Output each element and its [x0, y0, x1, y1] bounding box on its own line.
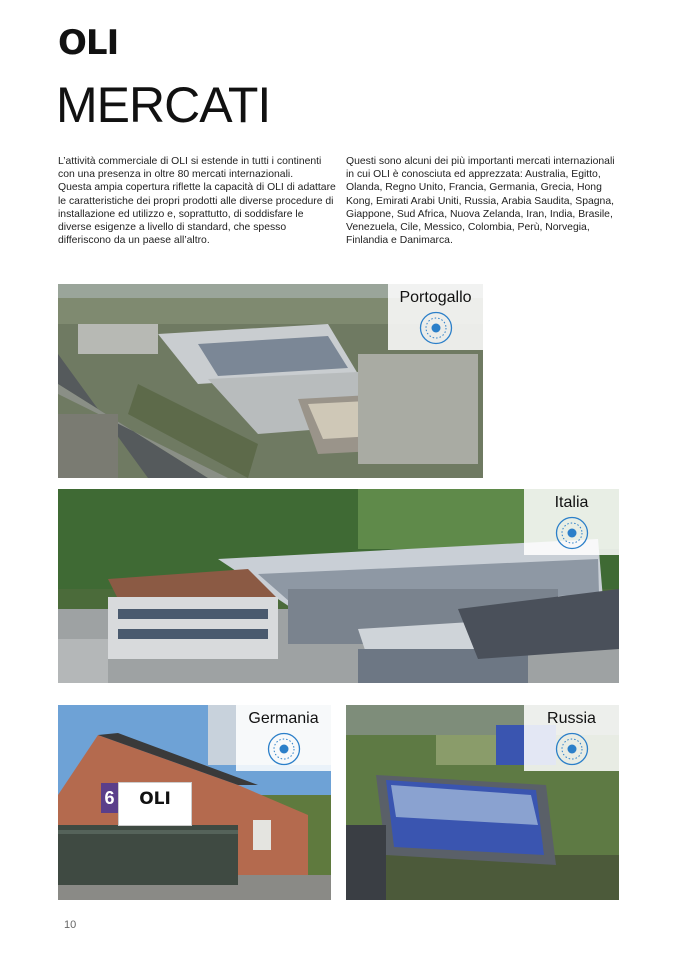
location-name: Portogallo: [399, 289, 472, 306]
page-number: 10: [64, 919, 77, 931]
intro-paragraph: Questa ampia copertura riflette la capacità di OLI di adattare le caratteristiche dei propri prodotti alle diverse procedure di installazione ed utilizzo e, soprattutto, di soddisfare le diverse esigenze a livello di standard, che spesso differiscono da un paese all’altro.: [58, 182, 336, 247]
sign-logo: OLI: [139, 789, 171, 809]
intro-paragraph: L’attività commerciale di OLI si estende in tutti i continenti con una presenza in oltre 80 mercati internazionali.: [58, 156, 322, 181]
location-label: [524, 705, 619, 771]
location-label: [388, 284, 483, 350]
photo-portogallo: [58, 284, 483, 478]
vibrator-icon: [419, 311, 453, 345]
vibrator-icon: [555, 732, 589, 766]
intro-left-column: [58, 155, 336, 247]
location-name: Russia: [547, 710, 596, 727]
brand-logo: OLI: [58, 23, 119, 63]
vibrator-icon: [555, 516, 589, 550]
location-name: Italia: [554, 494, 589, 511]
vibrator-icon: [267, 732, 301, 766]
intro-right-column: [346, 155, 624, 247]
sign-badge: 6: [101, 783, 118, 813]
location-label: [236, 705, 331, 771]
building-sign: [104, 782, 192, 826]
markets-list-paragraph: Questi sono alcuni dei più importanti mercati internazionali in cui OLI è conosciuta ed apprezzata: Australia, Egitto, Olanda, Regno Unito, Francia, Germania, Grecia, Hong Kong, Emirati Arabi Uniti, Russia, Arabia Saudita, Spagna, Giappone, Sud Africa, Nuova Zelanda, Iran, India, Brasile, Venezuela, Cile, Messico, Colombia, Perù, Norvegia, Finlandia e Danimarca.: [346, 156, 615, 247]
location-name: Germania: [248, 710, 319, 727]
photo-russia: [346, 705, 619, 900]
location-label: [524, 489, 619, 555]
photo-italia: [58, 489, 619, 683]
page-title: MERCATI: [56, 77, 271, 133]
photo-germania: [58, 705, 331, 900]
